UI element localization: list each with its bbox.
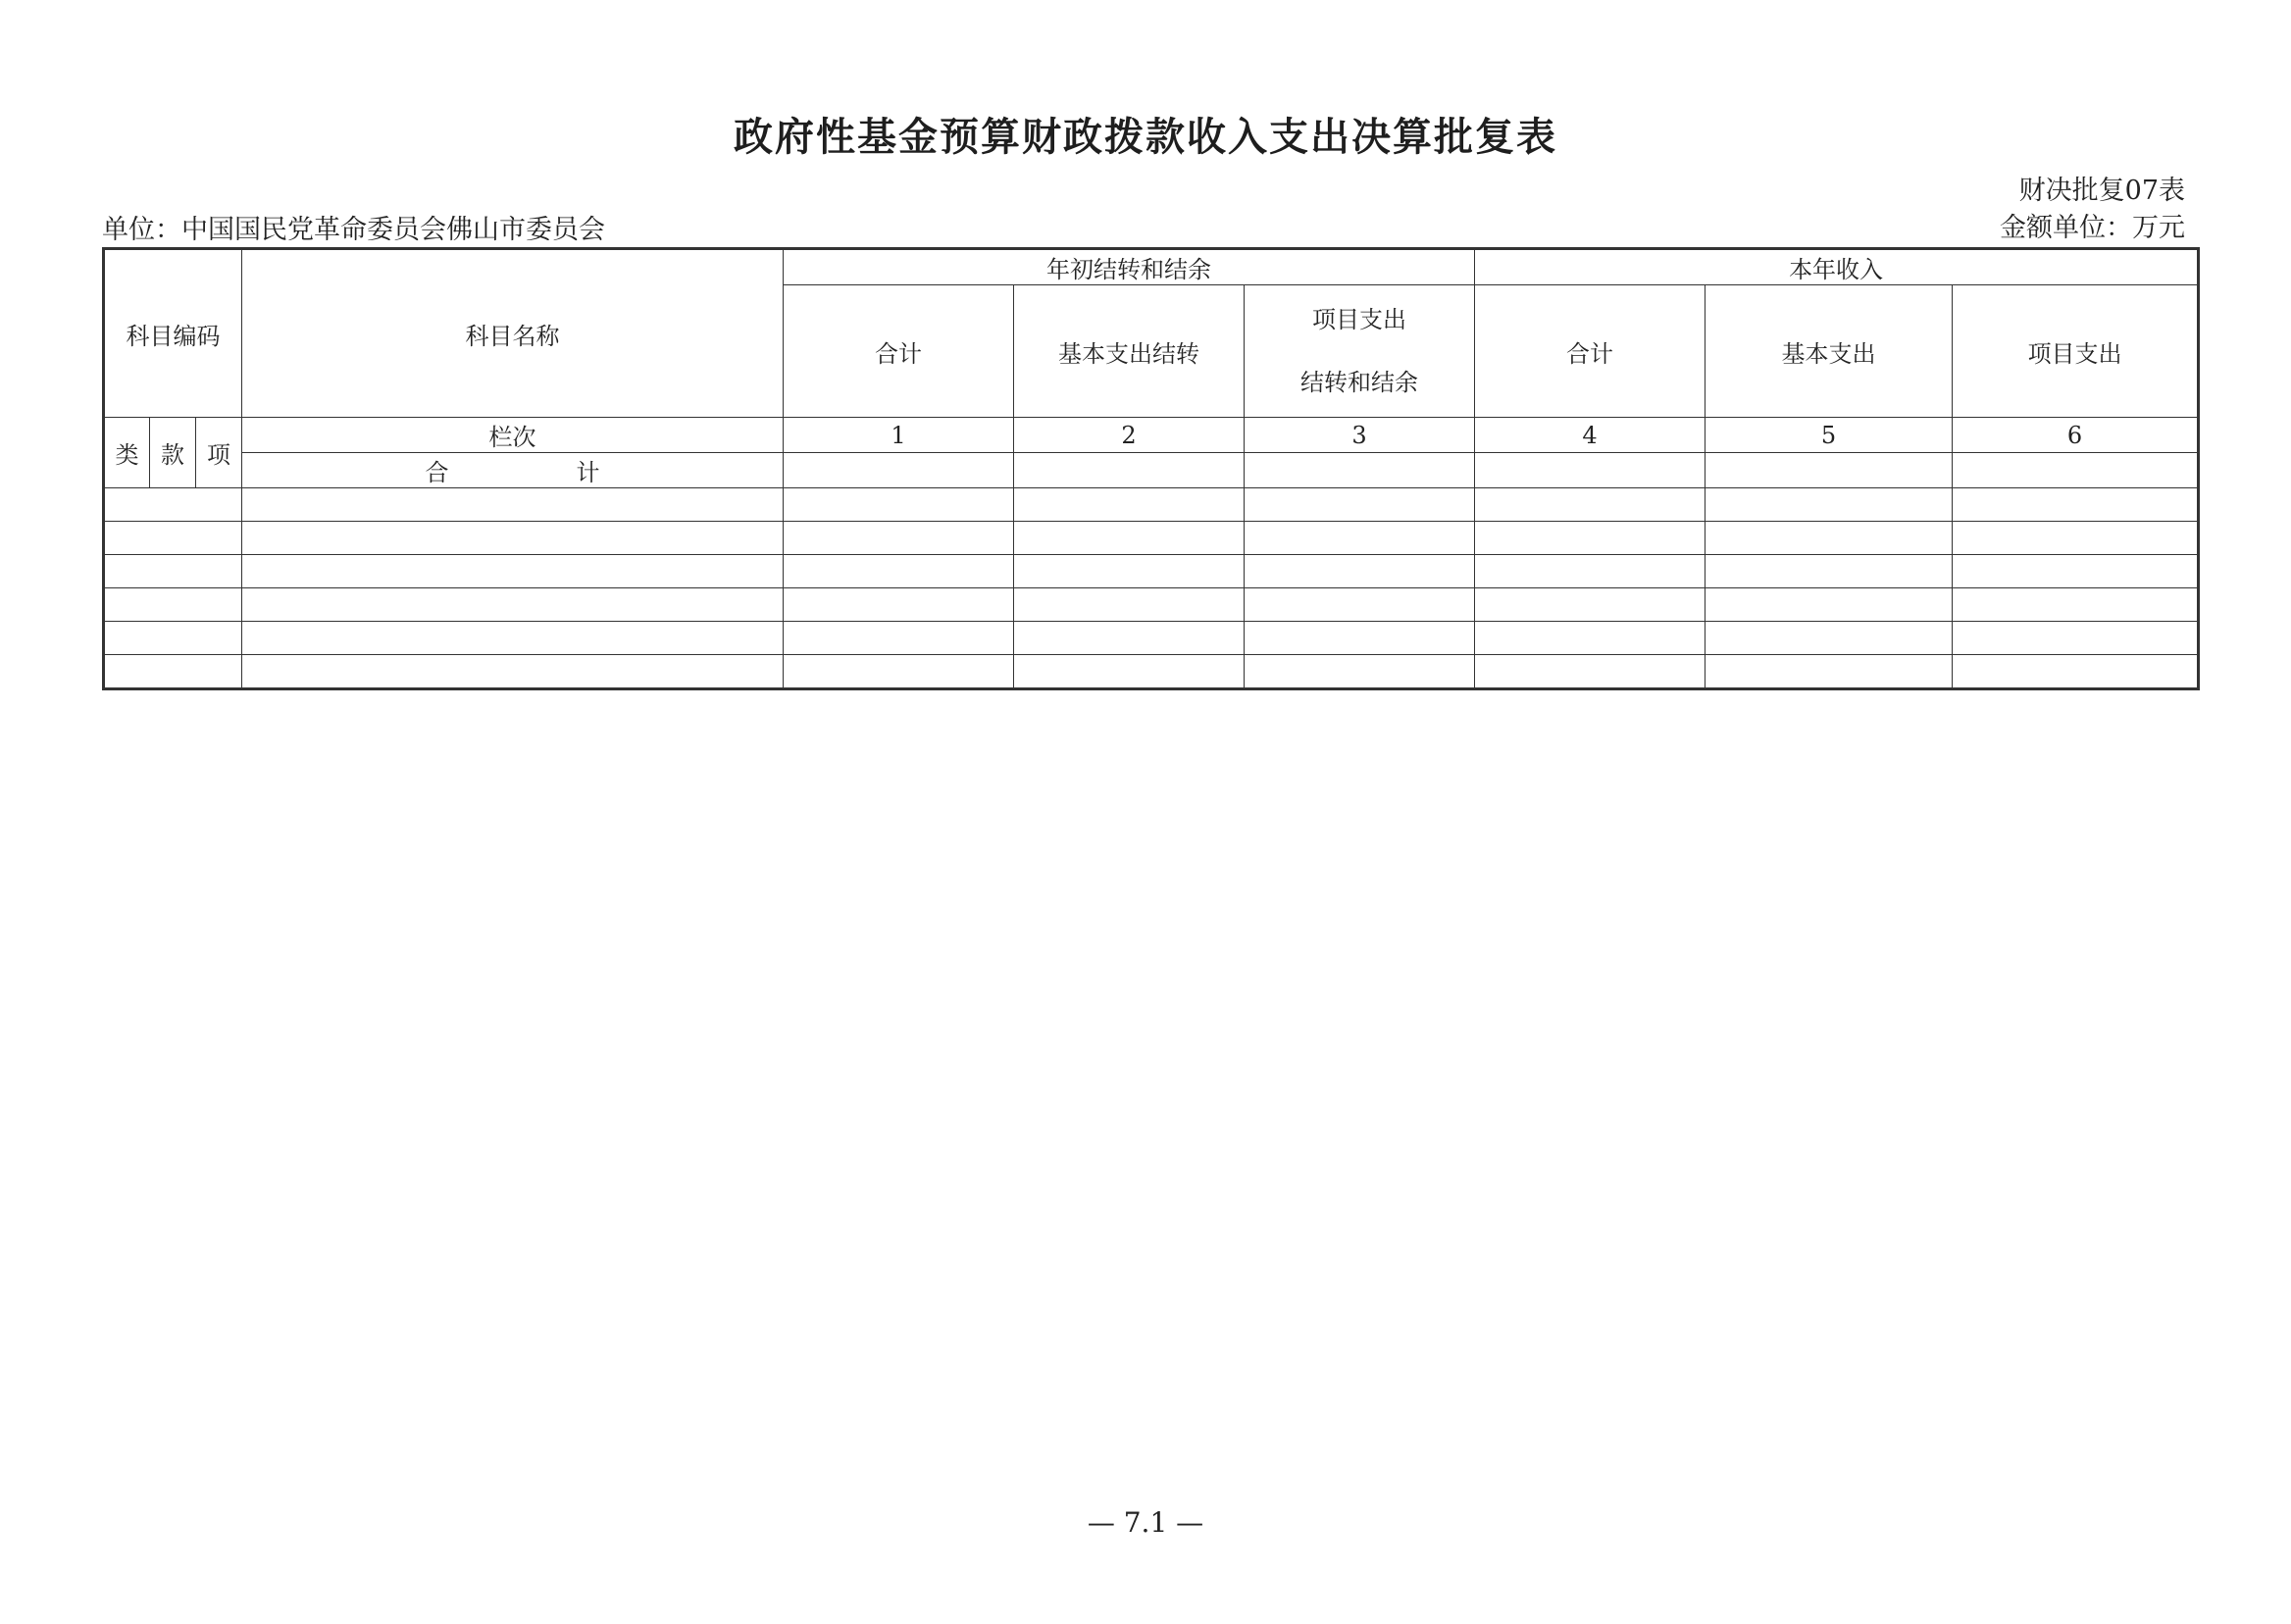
table-cell [784,522,1014,555]
table-cell [1953,488,2199,522]
table-row [104,488,2199,522]
table-cell [1953,655,2199,689]
table-cell [784,622,1014,655]
header-income-total: 合计 [1475,285,1706,418]
table-row [104,555,2199,588]
table-cell [1953,522,2199,555]
table-cell [1953,453,2199,488]
table-cell [242,555,784,588]
table-cell [1706,622,1953,655]
table-row [104,588,2199,622]
table-cell [784,453,1014,488]
table-cell [104,488,242,522]
table-cell [104,655,242,689]
table-cell [1706,555,1953,588]
table-cell [1706,453,1953,488]
table-cell [1014,555,1245,588]
table-cell [1953,622,2199,655]
table-cell [784,588,1014,622]
code-item: 项 [196,418,242,488]
table-row [104,655,2199,689]
table-cell [1014,588,1245,622]
table-cell [1953,555,2199,588]
table-cell [1706,488,1953,522]
table-cell [1475,588,1706,622]
total-row-label [242,453,784,488]
code-section: 款 [150,418,196,488]
table-cell [1014,488,1245,522]
table-cell [1706,655,1953,689]
amount-unit: 金额单位：万元 [2000,213,2185,243]
settlement-table [102,247,2200,690]
table-cell [1014,655,1245,689]
form-code: 财决批复07表 [2018,176,2185,206]
col-number-2: 2 [1014,418,1245,453]
table-row [104,622,2199,655]
table-cell [242,655,784,689]
page-title: 政府性基金预算财政拨款收入支出决算批复表 [734,115,1557,160]
header-project-carryover-line1: 项目支出 [1312,306,1407,333]
row-index-label: 栏次 [242,418,784,453]
table-cell [104,522,242,555]
table-cell [242,588,784,622]
header-project-carryover-line2: 结转和结余 [1300,369,1419,396]
header-basic-expense: 基本支出 [1706,285,1953,418]
unit-label: 单位：中国国民党革命委员会佛山市委员会 [102,215,605,245]
table-cell [1245,588,1475,622]
table-cell [1475,555,1706,588]
table-cell [1245,655,1475,689]
table-cell [1706,522,1953,555]
header-basic-carryover: 基本支出结转 [1014,285,1245,418]
code-class: 类 [104,418,150,488]
col-number-3: 3 [1245,418,1475,453]
col-number-5: 5 [1706,418,1953,453]
table-cell [784,555,1014,588]
form-meta [2000,173,2185,247]
table-cell [1475,655,1706,689]
table-cell [1014,453,1245,488]
table-cell [1475,488,1706,522]
table-cell [1706,588,1953,622]
header-carryover-total: 合计 [784,285,1014,418]
table-cell [242,522,784,555]
header-subject-name: 科目名称 [242,249,784,418]
table-cell [1014,522,1245,555]
col-number-4: 4 [1475,418,1706,453]
header-subject-code: 科目编码 [104,249,242,418]
table-cell [104,622,242,655]
table-cell [1014,622,1245,655]
header-group-income: 本年收入 [1475,249,2199,285]
total-label-b: 计 [576,459,600,486]
table-cell [104,555,242,588]
col-number-6: 6 [1953,418,2199,453]
table-cell [1245,522,1475,555]
table-cell [1475,453,1706,488]
table-cell [242,488,784,522]
header-project-expense: 项目支出 [1953,285,2199,418]
table-cell [242,622,784,655]
table-cell [784,488,1014,522]
page-number: — 7.1 — [1087,1506,1204,1539]
table-row [104,522,2199,555]
table-cell [1475,622,1706,655]
table-cell [1953,588,2199,622]
table-cell [104,588,242,622]
total-label-a: 合 [425,459,449,486]
header-group-carryover: 年初结转和结余 [784,249,1475,285]
table-cell [784,655,1014,689]
table-cell [1245,555,1475,588]
table-cell [1475,522,1706,555]
table-cell [1245,488,1475,522]
col-number-1: 1 [784,418,1014,453]
header-project-carryover [1245,285,1475,418]
table-cell [1245,622,1475,655]
table-cell [1245,453,1475,488]
